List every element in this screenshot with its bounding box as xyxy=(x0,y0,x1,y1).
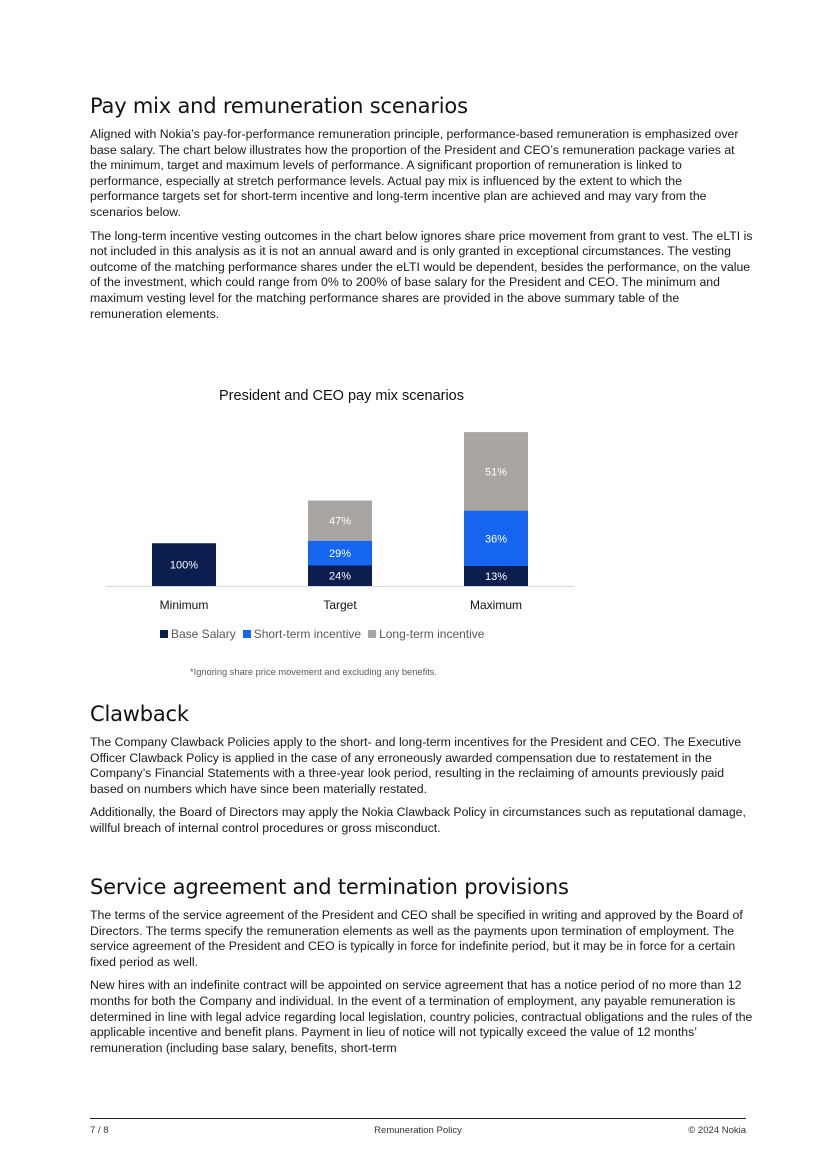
chart-footnote: *Ignoring share price movement and excluding any benefits. xyxy=(190,667,438,677)
pay-mix-paragraph-1: Aligned with Nokia’s pay-for-performance remuneration principle, performance-based remuneration is emphasized over base salary. The chart below illustrates how the proportion of the President and CEO’s remuneration package varies at the minimum, target and maximum levels of performance. A significant proportion of remuneration is linked to performance, especially at stretch performance levels. Actual pay mix is influenced by the extent to which the performance targets set for short-term incentive and long-term incentive plan are achieved and may vary from the scenarios below. xyxy=(90,127,739,219)
footer-title: Remuneration Policy xyxy=(374,1125,462,1136)
data-label-maximum-long-term-incentive: 51% xyxy=(484,466,508,479)
footer-copyright: © 2024 Nokia xyxy=(688,1125,746,1136)
pay-mix-heading: Pay mix and remuneration scenarios xyxy=(90,94,468,118)
clawback-paragraph-1: The Company Clawback Policies apply to the short- and long-term incentives for the President and CEO. The Executive Officer Clawback Policy is applied in the case of any erroneously awarded compensation due to restatement in the Company’s Financial Statements with a three-year look period, resulting in the reclaiming of amounts previously paid based on numbers which have since been materially restated. xyxy=(90,735,742,796)
data-label-maximum-short-term-incentive: 36% xyxy=(484,533,508,546)
legend-label-base-salary: Base Salary xyxy=(171,627,236,641)
footer-page-number: 7 / 8 xyxy=(90,1125,109,1136)
legend-swatch-long-term xyxy=(368,630,376,638)
legend-swatch-base-salary xyxy=(160,630,168,638)
clawback-section xyxy=(90,702,754,837)
chart-canvas xyxy=(90,385,754,625)
service-paragraph-1: The terms of the service agreement of the President and CEO shall be specified in writing and approved by the Board of Directors. The terms specify the remuneration elements as well as the payments upon termination of employment. The service agreement of the President and CEO is typically in force for indefinite period, but it may be in force for a certain fixed period as well. xyxy=(90,908,743,969)
legend-item-base-salary xyxy=(160,627,236,641)
x-tick-label-target: Target xyxy=(323,598,357,612)
page-footer xyxy=(90,1118,746,1139)
data-label-maximum-base-salary: 13% xyxy=(484,570,508,583)
legend-label-long-term: Long-term incentive xyxy=(379,627,485,641)
data-label-target-short-term-incentive: 29% xyxy=(328,548,352,561)
x-tick-label-minimum: Minimum xyxy=(159,598,209,612)
x-tick-label-maximum: Maximum xyxy=(469,598,523,612)
data-label-minimum-base-salary: 100% xyxy=(169,559,199,572)
clawback-heading: Clawback xyxy=(90,702,189,726)
data-label-target-long-term-incentive: 47% xyxy=(328,515,352,528)
service-heading: Service agreement and termination provisions xyxy=(90,875,569,899)
chart-legend xyxy=(160,627,491,641)
chart-title: President and CEO pay mix scenarios xyxy=(219,388,464,404)
pay-mix-paragraph-2: The long-term incentive vesting outcomes in the chart below ignores share price movement from grant to vest. The eLTI is not included in this analysis as it is not an annual award and is only granted in exceptional circumstances. The vesting outcome of the matching performance shares under the eLTI would be dependent, besides the performance, on the value of the investment, which could range from 0% to 200% of base salary for the President and CEO. The minimum and maximum vesting level for the matching performance shares are provided in the above summary table of the remuneration elements. xyxy=(90,228,753,321)
service-agreement-section xyxy=(90,875,754,1056)
data-label-target-base-salary: 24% xyxy=(328,570,352,583)
service-paragraph-2: New hires with an indefinite contract will be appointed on service agreement that has a notice period of no more than 12 months for both the Company and individual. In the event of a termination of employment, any payable remuneration is determined in line with legal advice regarding local legislation, country policies, contractual obligations and the rules of the applicable incentive and benefit plans. Payment in lieu of notice will not typically exceed the value of 12 months’ remuneration (including base salary, benefits, short-term xyxy=(90,978,753,1055)
legend-swatch-short-term xyxy=(243,630,251,638)
pay-mix-chart xyxy=(90,385,754,685)
legend-label-short-term: Short-term incentive xyxy=(253,627,362,641)
legend-item-long-term xyxy=(368,627,484,641)
pay-mix-section xyxy=(90,94,754,322)
clawback-paragraph-2: Additionally, the Board of Directors may apply the Nokia Clawback Policy in circumstances such as reputational damage, willful breach of internal control procedures or gross misconduct. xyxy=(90,805,746,835)
legend-item-short-term xyxy=(243,627,361,641)
